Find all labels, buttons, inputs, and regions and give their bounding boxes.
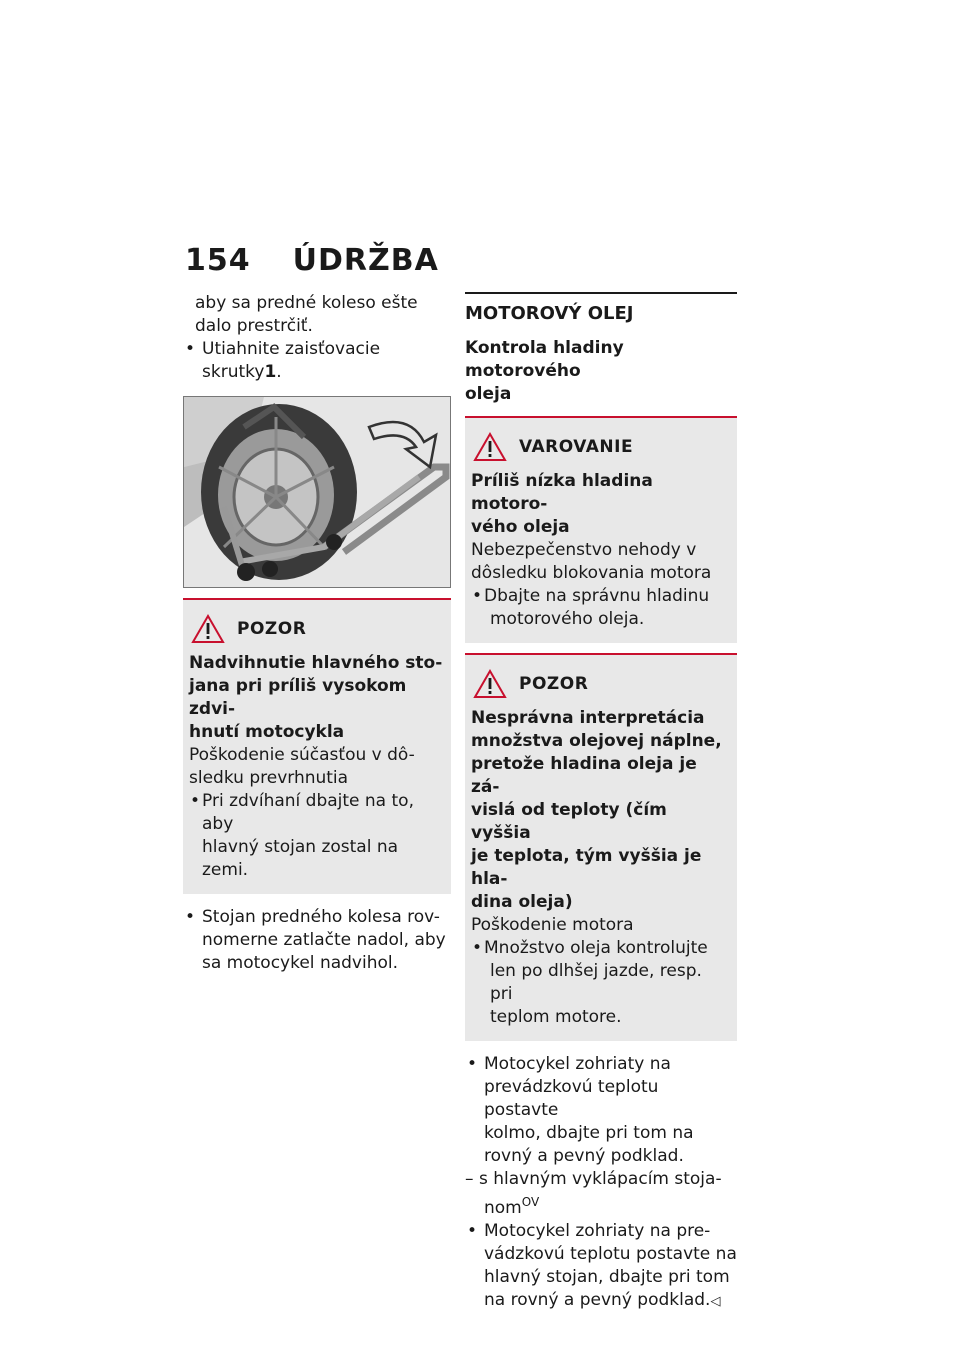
warning-bullet-cont: motorového oleja. (490, 609, 645, 629)
caution-title: dina oleja) (471, 892, 573, 912)
bullet-upright: • Motocykel zohriaty na (465, 1053, 737, 1076)
page-header (185, 243, 439, 278)
caution-title: pretože hladina oleja je zá- (471, 754, 697, 797)
end-of-section-icon: ◁ (710, 1294, 721, 1309)
warning-triangle-icon (191, 614, 225, 644)
caution-box (183, 598, 451, 894)
continuation-line: dalo prestrčiť. (195, 316, 313, 336)
caution-title: hnutí motocykla (189, 722, 345, 742)
caution-header (471, 667, 729, 701)
caution-title: vislá od teploty (čím vyššia (471, 800, 667, 843)
subsection-title: Kontrola hladiny motorového (465, 338, 624, 381)
bullet-tighten-screws: • Utiahnite zaisťovacie skrutky1. (183, 338, 451, 384)
bullet-upright-cont: prevádzkovú teplotu postavte (484, 1077, 659, 1120)
caution-title: je teplota, tým vyššia je hla- (471, 846, 702, 889)
warning-text: dôsledku blokovania motora (471, 563, 712, 583)
caution-bullet-cont: len po dlhšej jazde, resp. pri (490, 961, 702, 1004)
caution-text: sledku prevrhnutia (189, 768, 349, 788)
bullet-center-stand-cont: hlavný stojan, dbajte pri tom (484, 1267, 730, 1287)
dash-item-cont: nom$^{OV}$ (484, 1195, 540, 1218)
warning-triangle-icon (473, 432, 507, 462)
caution-label: POZOR (519, 674, 589, 694)
caution-text: Poškodenie motora (471, 915, 634, 935)
caution-text: Poškodenie súčasťou v dô- (189, 745, 415, 765)
option-superscript: OV (521, 1195, 540, 1209)
bullet-center-stand: • Motocykel zohriaty na pre- (465, 1220, 737, 1243)
caution-bullet: • Pri zdvíhaní dbajte na to, aby (189, 790, 443, 836)
right-column (465, 292, 737, 1313)
caution-title: Nesprávna interpretácia (471, 708, 705, 728)
page-number: 154 (185, 243, 251, 278)
caution-title: Nadvihnutie hlavného sto- (189, 653, 443, 673)
caution-bullet-cont: hlavný stojan zostal na zemi. (202, 837, 399, 880)
section-title: MOTOROVÝ OLEJ (465, 292, 737, 325)
caution-bullet-cont: teplom motore. (490, 1007, 622, 1027)
caution-bullet: • Množstvo oleja kontrolujte (471, 937, 729, 960)
bullet-center-stand-cont: na rovný a pevný podklad.◁ (484, 1290, 721, 1310)
bullet-upright-cont: rovný a pevný podklad. (484, 1146, 684, 1166)
caution-title: množstva olejovej náplne, (471, 731, 722, 751)
warning-bullet: • Dbajte na správnu hladinu (471, 585, 729, 608)
caution-header (189, 612, 443, 646)
warning-label: VAROVANIE (519, 437, 634, 457)
continuation-line: aby sa predné koleso ešte (195, 293, 418, 313)
warning-box (465, 416, 737, 643)
bullet-push-stand: • Stojan predného kolesa rov- (183, 906, 451, 929)
bullet-upright-cont: kolmo, dbajte pri tom na (484, 1123, 694, 1143)
bullet-center-stand-cont: vádzkovú teplotu postavte na (484, 1244, 737, 1264)
warning-triangle-icon (473, 669, 507, 699)
warning-header (471, 430, 729, 464)
warning-title: Príliš nízka hladina motoro- (471, 471, 653, 514)
warning-title: vého oleja (471, 517, 570, 537)
reference-number: 1 (264, 362, 277, 382)
left-column (183, 292, 451, 975)
subsection-title: oleja (465, 384, 512, 404)
bullet-push-stand-cont: nomerne zatlačte nadol, aby (202, 930, 446, 950)
bullet-push-stand-cont: sa motocykel nadvihol. (202, 953, 399, 973)
caution-title: jana pri príliš vysokom zdvi- (189, 676, 407, 719)
dash-item-center-stand: – s hlavným vyklápacím stoja- (465, 1168, 737, 1191)
chapter-title: ÚDRŽBA (292, 243, 439, 278)
warning-text: Nebezpečenstvo nehody v (471, 540, 697, 560)
caution-label: POZOR (237, 619, 307, 639)
caution-box (465, 653, 737, 1041)
front-wheel-stand-illustration (183, 396, 451, 588)
